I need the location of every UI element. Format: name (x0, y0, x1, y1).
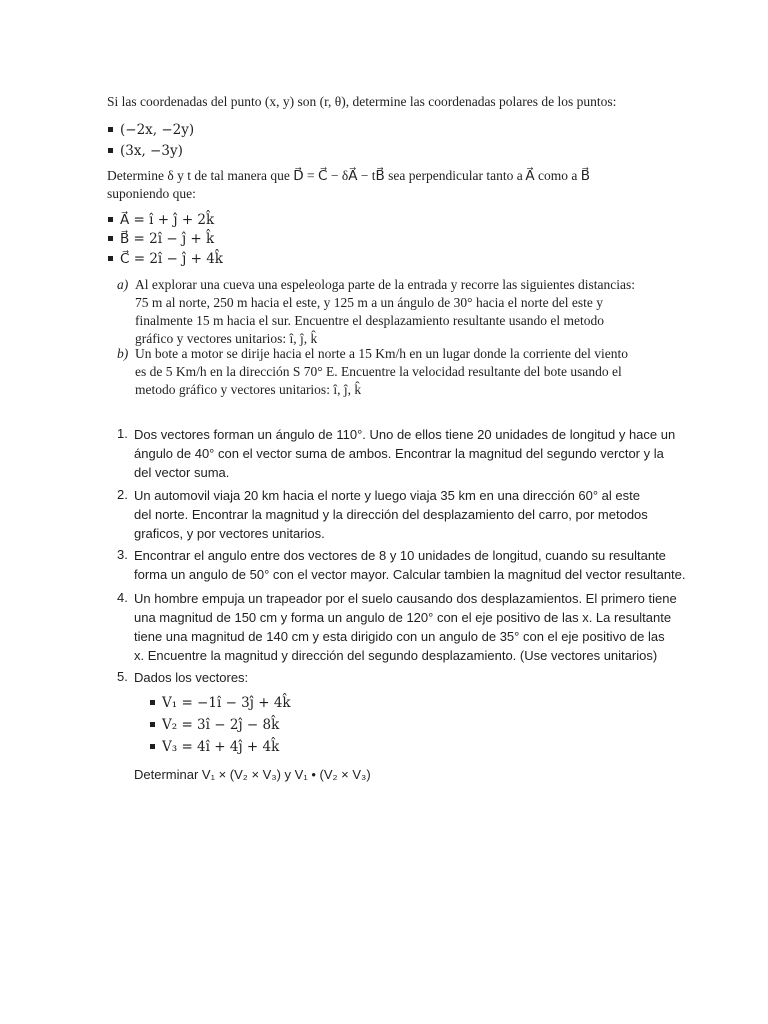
text-line: gráfico y vectores unitarios: î, ĵ, k̂ (135, 331, 318, 346)
intro-text (107, 93, 616, 111)
text-line: Dados los vectores: (134, 670, 249, 685)
text-line: x. Encuentre la magnitud y dirección del segundo desplazamiento. (Use vectores unitarios) (134, 648, 658, 663)
problem-a-text (135, 276, 635, 348)
vector-item: V₂ = 3î − 2ĵ − 8k̂ (162, 717, 280, 733)
text-line: ángulo de 40° con el vector suma de ambos. Encontrar la magnitud del segundo verctor y la (134, 446, 664, 461)
text-line: del vector suma. (134, 465, 230, 480)
text-line: 75 m al norte, 250 m hacia el este, y 125 m a un ángulo de 30° hacia el norte del este y (135, 295, 604, 310)
vector-item: V₃ = 4î + 4ĵ + 4k̂ (162, 739, 280, 755)
problem-5-closing: Determinar V₁ × (V₂ × V₃) y V₁ • (V₂ × V₃) (134, 767, 371, 782)
intro-item: (−2x, −2y) (120, 122, 195, 138)
problem-1-text (134, 425, 675, 482)
text-line: es de 5 Km/h en la dirección S 70° E. Encuentre la velocidad resultante del bote usando el (135, 364, 622, 379)
problem-number: 5. (117, 669, 128, 684)
vector-item: C⃗ = 2î − ĵ + 4k̂ (120, 251, 223, 267)
determine-line: Determine δ y t de tal manera que D⃗ = C⃗ − δA⃗ − tB⃗ sea perpendicular tanto a A⃗ como a B⃗ (107, 168, 590, 183)
problem-2-text (134, 486, 648, 543)
problem-b-text (135, 345, 628, 399)
determine-text (107, 167, 590, 203)
text-line: Encontrar el angulo entre dos vectores de 8 y 10 unidades de longitud, cuando su resultante (134, 548, 666, 563)
text-line: Dos vectores forman un ángulo de 110°. Uno de ellos tiene 20 unidades de longitud y hace un (134, 427, 676, 442)
problem-number: 3. (117, 547, 128, 562)
text-line: forma un angulo de 50° con el vector mayor. Calcular tambien la magnitud del vector resultante. (134, 567, 686, 582)
text-line: Al explorar una cueva una espeleologa parte de la entrada y recorre las siguientes distancias: (135, 277, 636, 292)
problem-number: 2. (117, 487, 128, 502)
intro-line: Si las coordenadas del punto (x, y) son (r, θ), determine las coordenadas polares de los puntos: (107, 94, 617, 109)
problem-number: 4. (117, 590, 128, 605)
determine-line: suponiendo que: (107, 186, 196, 201)
text-line: metodo gráfico y vectores unitarios: î, ĵ, k̂ (135, 382, 362, 397)
intro-item: (3x, −3y) (120, 143, 183, 159)
text-line: Un bote a motor se dirije hacia el norte a 15 Km/h en un lugar donde la corriente del viento (135, 346, 628, 361)
problem-4-text (134, 589, 677, 665)
text-line: tiene una magnitud de 140 cm y esta dirigido con un angulo de 35° con el eje positivo de las (134, 629, 665, 644)
problem-3-text (134, 546, 686, 584)
text-line: del norte. Encontrar la magnitud y la dirección del desplazamiento del carro, por metodos (134, 507, 648, 522)
text-line: finalmente 15 m hacia el sur. Encuentre el desplazamiento resultante usando el metodo (135, 313, 604, 328)
vector-item: V₁ = −1î − 3ĵ + 4k̂ (162, 695, 291, 711)
text-line: una magnitud de 150 cm y forma un angulo de 120° con el eje positivo de las x. La resultante (134, 610, 672, 625)
text-line: Un automovil viaja 20 km hacia el norte y luego viaja 35 km en una dirección 60° al este (134, 488, 640, 503)
vector-item: A⃗ = î + ĵ + 2k̂ (120, 212, 215, 228)
problem-label: a) (117, 277, 129, 292)
vector-item: B⃗ = 2î − ĵ + k̂ (120, 231, 215, 247)
problem-label: b) (117, 346, 129, 361)
text-line: graficos, y por vectores unitarios. (134, 526, 325, 541)
problem-number: 1. (117, 426, 128, 441)
problem-5-text (134, 668, 248, 687)
text-line: Un hombre empuja un trapeador por el suelo causando dos desplazamientos. El primero tiene (134, 591, 677, 606)
